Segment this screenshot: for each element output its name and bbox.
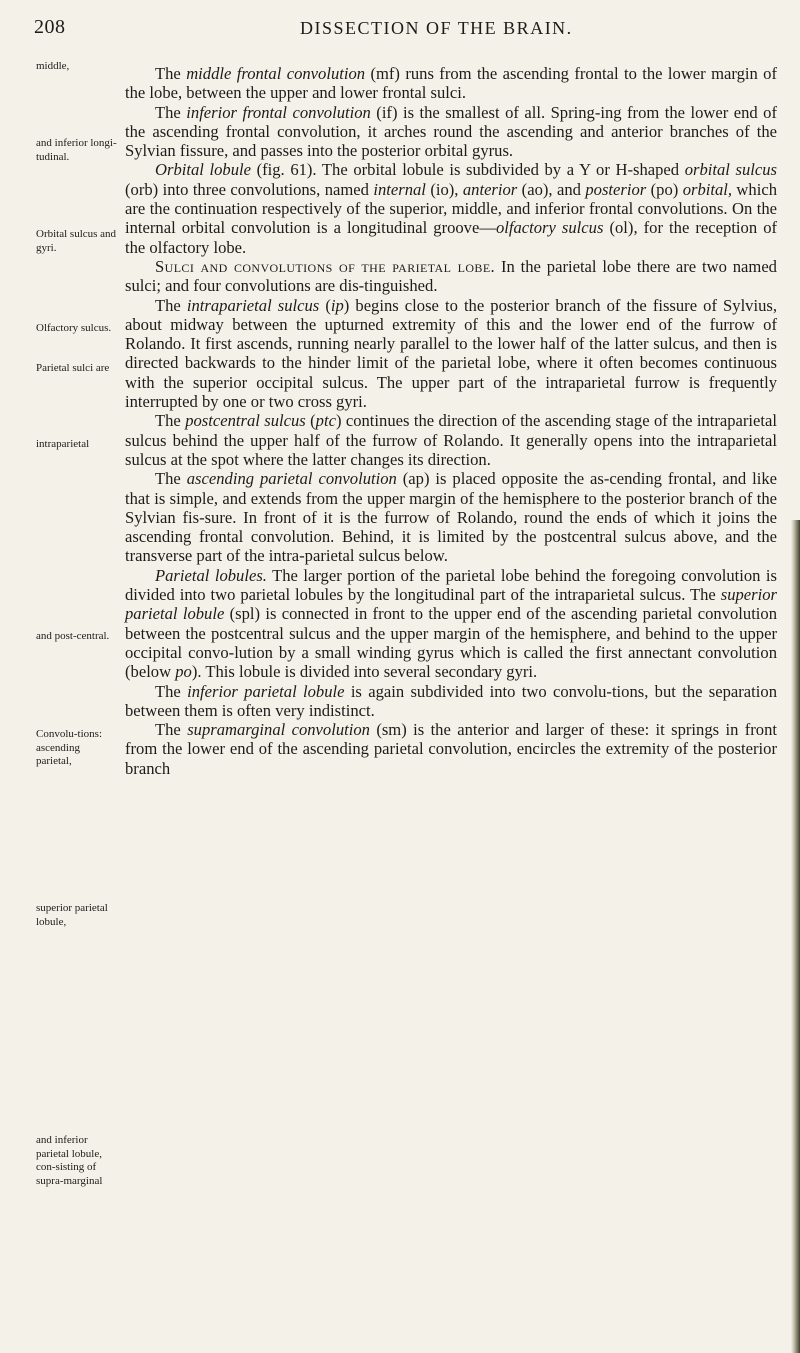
term-intraparietal-sulcus: intraparietal sulcus [186, 295, 320, 315]
margin-note-intraparietal: intraparietal [36, 438, 90, 450]
section-heading-parietal-lobe: Sulci and convolutions of the parietal lobe. [155, 256, 496, 276]
text-run: (sm) is the anterior and larger of these: it springs in front from the lower end of the ascending parietal convolution, encircles the extremity of the posterior branch [125, 720, 778, 778]
text-run: (orb) into three convolutions, named [125, 179, 374, 199]
term-superior-parietal-lobule: superior parietal lobule [125, 585, 777, 624]
paragraph-inferior-parietal-lobule [125, 682, 777, 721]
text-run: (ao), and [517, 179, 586, 199]
page-edge-shadow [791, 520, 800, 1353]
term-ascending-parietal-convolution: ascending parietal convolution [186, 469, 397, 489]
text-run: (ol), for the reception of the olfactory lobe. [125, 218, 778, 257]
text-run: ). This lobule is divided into several secondary gyri. [191, 662, 538, 682]
text-run: ( [305, 411, 316, 431]
text-run: The [155, 64, 187, 83]
text-run: (ap) is placed opposite the as-cending frontal, and like that is simple, and extends from the upper margin of the hemisphere to the posterior branch of the Sylvian fis-sure. In front of it is the furrow of Rolando, round the ends of which it joins the ascending frontal convolution. Behind, it is limited by the postcentral sulcus above, and the transverse part of the intra-parietal sulcus below. [125, 469, 777, 566]
term-orbital-lobule: Orbital lobule [155, 160, 251, 180]
text-run: In the parietal lobe there are two named sulci; and four convolutions are dis-tinguished. [125, 256, 777, 296]
text-run: (fig. 61). The orbital lobule is subdivided by a Y or H-shaped [250, 160, 685, 180]
running-title: DISSECTION OF THE BRAIN. [300, 18, 573, 38]
paragraph-orbital-lobule [125, 160, 777, 256]
text-run: (spl) is connected in front to the upper end of the ascending parietal convolution between the postcentral sulcus and the upper margin of the hemisphere, and behind to the upper occipital convo-lution by a small winding gyrus which is called the first annectant convolution (below [125, 604, 778, 682]
text-run: The [155, 720, 188, 740]
term-orbital-sulcus: orbital sulcus [684, 160, 778, 180]
page-number: 208 [34, 16, 66, 38]
paragraph-postcentral-sulcus [125, 411, 777, 469]
margin-note-inferior-longitudinal: and inferior longi-tudinal. [36, 137, 117, 163]
text-run: The [155, 295, 187, 315]
text-run: The [155, 102, 187, 122]
term-olfactory-sulcus: olfactory sulcus [495, 218, 604, 238]
body-text [125, 64, 777, 778]
text-run: which are the continuation respectively of the superior, middle, and inferior frontal convolutions. On the internal orbital convolution is a longitudinal groove— [125, 179, 777, 238]
text-run: The [155, 681, 188, 701]
margin-note-orbital-sulcus: Orbital sulcus and gyri. [36, 228, 117, 254]
term-parietal-lobules: Parietal lobules. [155, 565, 267, 585]
page-header [0, 14, 800, 40]
text-run: (if) is the smallest of all. Spring-ing from the lower end of the ascending frontal convolution, it arches round the ascending and anterior branches of the Sylvian fissure, and passes into the posterior orbital gyrus. [125, 102, 777, 161]
term-postcentral-sulcus: postcentral sulcus [185, 411, 306, 431]
text-run: ) continues the direction of the ascending stage of the intraparietal sulcus behind the upper half of the furrow of Rolando. It generally opens into the intraparietal sulcus at the spot where the latter changes its direction. [125, 411, 777, 469]
text-run: (io), [425, 179, 463, 199]
paragraph-parietal-lobules [125, 566, 777, 682]
margin-note-olfactory-sulcus: Olfactory sulcus. [36, 322, 112, 334]
term-po: po [175, 662, 192, 682]
text-run: The [155, 469, 187, 489]
term-ptc: ptc [315, 411, 336, 431]
term-orbital: orbital, [682, 179, 733, 199]
term-anterior: anterior [462, 179, 518, 199]
text-run: (po) [646, 179, 683, 199]
text-run: ( [319, 295, 331, 315]
paragraph-parietal-lobe-heading [125, 257, 777, 296]
margin-note-superior-parietal-lobule: superior parietal lobule, [36, 902, 108, 928]
term-inferior-frontal-convolution: inferior frontal convolution [186, 102, 371, 122]
term-posterior: posterior [585, 179, 647, 199]
paragraph-middle-frontal [125, 64, 777, 103]
term-internal: internal [373, 179, 426, 199]
term-supramarginal-convolution: supramarginal convolution [187, 720, 370, 740]
text-run: The larger portion of the parietal lobe behind the foregoing convolution is divided into two parietal lobules by the longitudinal part of the intraparietal sulcus. The [125, 565, 777, 605]
text-run: is again subdivided into two convolu-tions, but the separation between them is often very indistinct. [125, 681, 777, 720]
margin-note-middle: middle, [36, 60, 70, 72]
margin-note-parietal-sulci: Parietal sulci are [36, 362, 110, 374]
text-run: ) begins close to the posterior branch of the fissure of Sylvius, about midway between the upturned extremity of this and the lower end of the furrow of Rolando. It first ascends, running nearly parallel to the lower half of the latter sulcus, and then is directed backwards to the hinder limit of the parietal lobe, where it often becomes continuous with the superior occipital sulcus. The upper part of the intraparietal furrow is frequently interrupted by one or two cross gyri. [125, 295, 777, 412]
text-run: The [155, 411, 186, 431]
term-inferior-parietal-lobule: inferior parietal lobule [187, 681, 345, 701]
term-middle-frontal-convolution: middle frontal convolution [186, 64, 366, 83]
paragraph-supramarginal [125, 720, 777, 778]
paragraph-ascending-parietal [125, 469, 777, 565]
text-run: (mf) runs from the ascending frontal to the lower margin of the lobe, between the upper and lower frontal sulci. [125, 64, 778, 103]
term-ip: ip [330, 295, 344, 315]
paragraph-intraparietal-sulcus [125, 296, 777, 412]
paragraph-inferior-frontal [125, 103, 777, 161]
margin-note-postcentral: and post-central. [36, 630, 110, 642]
margin-note-inferior-parietal-lobule: and inferior parietal lobule, con-sisting of supra-marginal [36, 1134, 103, 1187]
margin-note-ascending-parietal: Convolu-tions: ascending parietal, [36, 728, 103, 767]
